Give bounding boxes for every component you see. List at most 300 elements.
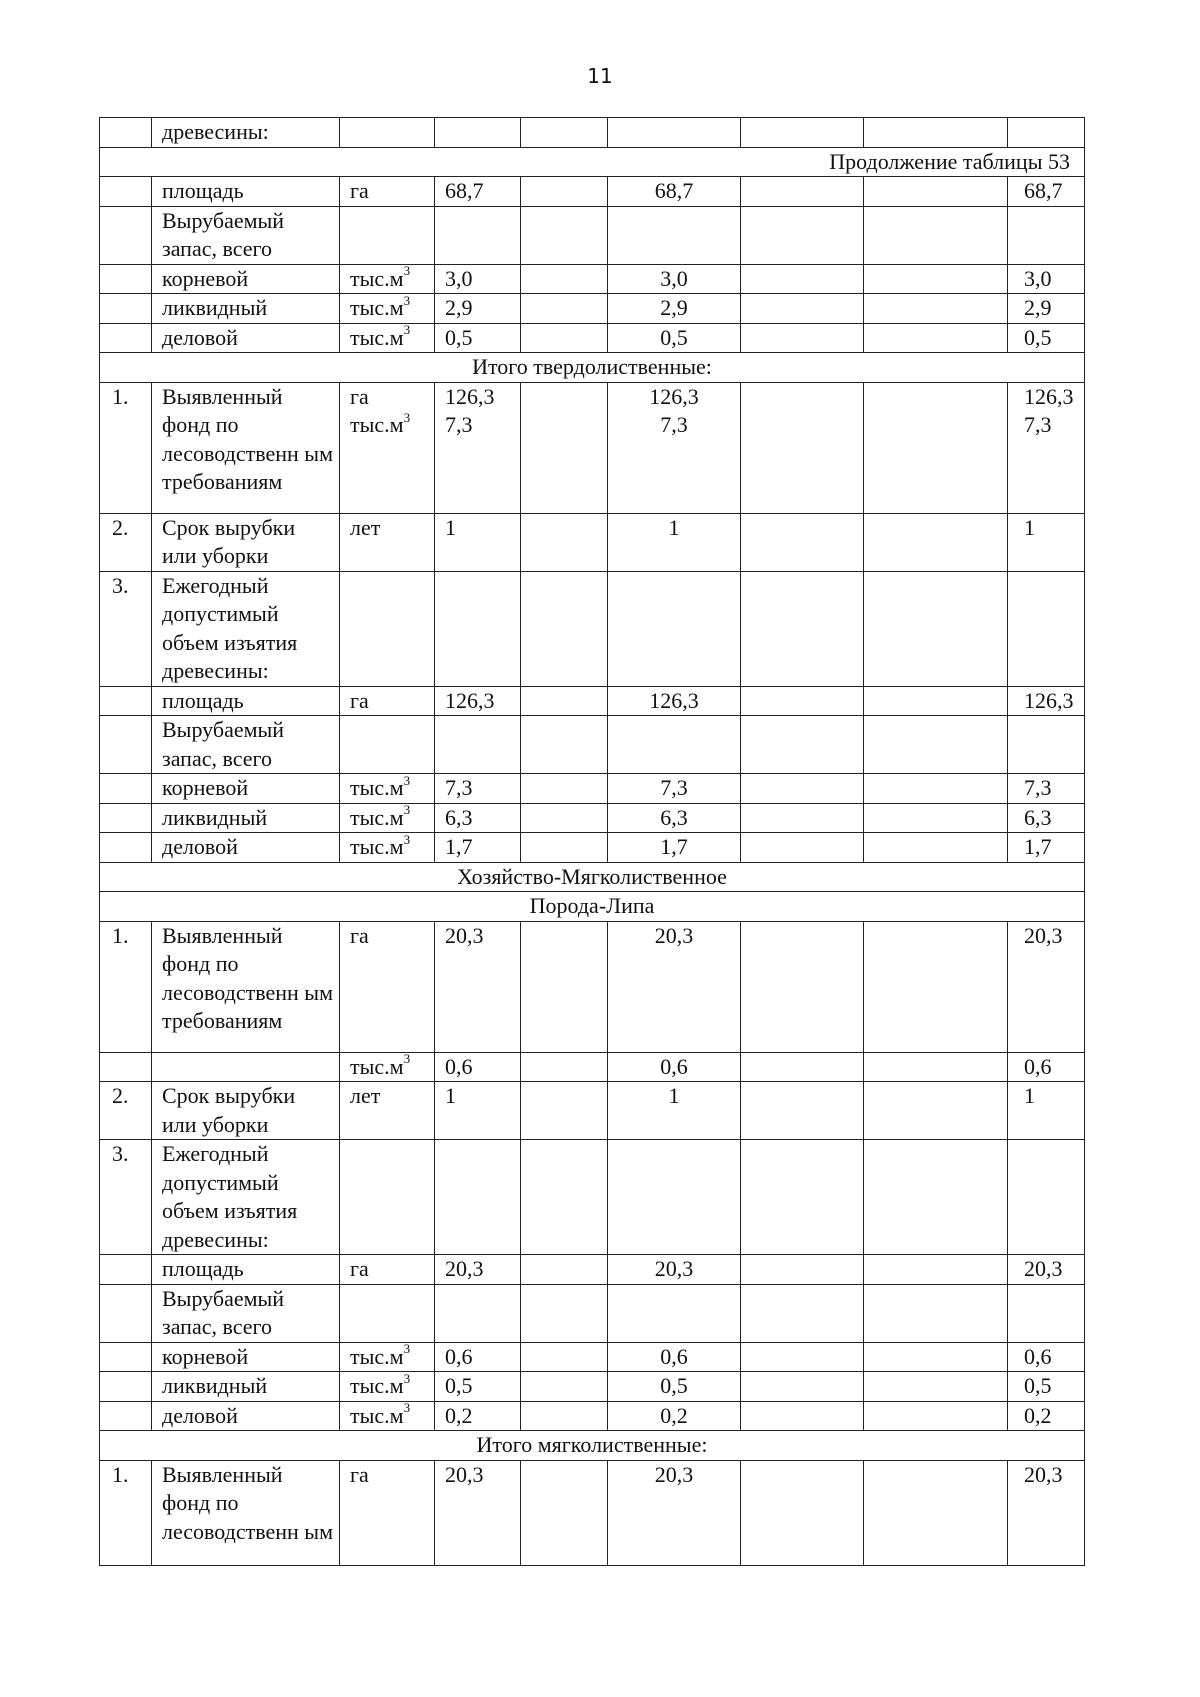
value-cell xyxy=(521,571,608,686)
unit: тыс.м xyxy=(350,1343,404,1369)
value-cell xyxy=(435,513,521,571)
row-number: 3. xyxy=(112,572,129,598)
row-number: 3. xyxy=(112,1141,129,1166)
cell-value: 68,7 xyxy=(654,178,694,203)
table-row xyxy=(100,323,1085,353)
cell-value: 3,0 xyxy=(445,265,473,291)
row-label-cell xyxy=(152,1140,340,1255)
cell-value: 1 xyxy=(445,1083,456,1108)
value-cell xyxy=(1008,177,1085,207)
value-cell xyxy=(521,774,608,804)
value-cell xyxy=(608,1342,741,1372)
unit-exponent: 3 xyxy=(403,264,411,279)
row-label-cell xyxy=(152,294,340,324)
value-cell xyxy=(608,513,741,571)
cell-value: 20,3 xyxy=(654,922,694,948)
unit: га xyxy=(350,383,369,409)
row-label-cell xyxy=(152,921,340,1052)
row-label: корневой xyxy=(162,1343,249,1369)
table-row xyxy=(100,774,1085,804)
value-cell xyxy=(1008,774,1085,804)
table-row xyxy=(100,1284,1085,1342)
cell-value: 0,6 xyxy=(1024,1053,1052,1079)
cell-value: 20,3 xyxy=(1024,1256,1063,1281)
value-cell xyxy=(1008,833,1085,863)
cell-value: 0,2 xyxy=(660,1402,688,1428)
unit-cell xyxy=(340,833,435,863)
row-number-cell xyxy=(100,177,152,207)
value-cell xyxy=(608,1372,741,1402)
cell-value: 0,6 xyxy=(445,1053,473,1079)
value-cell xyxy=(1008,118,1085,148)
cell-value: 7,3 xyxy=(660,775,688,800)
unit-cell xyxy=(340,323,435,353)
value-cell xyxy=(608,1140,741,1255)
value-cell xyxy=(864,716,1008,774)
value-cell xyxy=(741,1460,864,1565)
cell-value: 1 xyxy=(445,514,456,540)
value-cell xyxy=(741,1082,864,1140)
cell-value: 7,3 xyxy=(1024,775,1052,800)
cell-value: 2,9 xyxy=(660,295,688,320)
value-cell xyxy=(521,1460,608,1565)
unit: тыс.м xyxy=(350,834,404,859)
row-label-cell xyxy=(152,206,340,264)
row-label-cell xyxy=(152,1284,340,1342)
unit-exponent: 3 xyxy=(403,1342,411,1357)
cell-value: 1 xyxy=(668,1083,680,1108)
table-row xyxy=(100,264,1085,294)
table-row xyxy=(100,177,1085,207)
value-cell xyxy=(864,513,1008,571)
value-cell xyxy=(521,264,608,294)
table-row xyxy=(100,1052,1085,1082)
value-cell xyxy=(864,323,1008,353)
unit: га xyxy=(350,178,369,203)
cell-value: 20,3 xyxy=(445,922,484,948)
value-cell xyxy=(608,1284,741,1342)
unit-cell xyxy=(340,1401,435,1431)
value-cell xyxy=(608,264,741,294)
table-row xyxy=(100,833,1085,863)
value-cell xyxy=(521,1255,608,1285)
row-label-cell xyxy=(152,833,340,863)
value-cell xyxy=(1008,323,1085,353)
row-label-cell xyxy=(152,118,340,148)
value-cell xyxy=(741,774,864,804)
unit-cell xyxy=(340,1052,435,1082)
cell-value: 0,6 xyxy=(660,1343,688,1369)
value-cell xyxy=(741,1372,864,1402)
row-number-cell xyxy=(100,1372,152,1402)
value-cell xyxy=(608,833,741,863)
value-cell xyxy=(435,118,521,148)
unit: тыс.м xyxy=(350,324,404,350)
value-cell xyxy=(435,686,521,716)
unit-exponent: 3 xyxy=(403,803,411,818)
value-cell xyxy=(521,118,608,148)
value-cell xyxy=(864,382,1008,513)
unit-cell xyxy=(340,1372,435,1402)
cell-value: 0,6 xyxy=(445,1343,473,1369)
unit-cell xyxy=(340,1140,435,1255)
value-cell xyxy=(1008,382,1085,513)
value-cell xyxy=(521,382,608,513)
table-row xyxy=(100,1460,1085,1565)
value-cell xyxy=(741,264,864,294)
table-continuation-label xyxy=(100,147,1085,177)
table-row xyxy=(100,1082,1085,1140)
value-cell xyxy=(521,323,608,353)
row-label-cell xyxy=(152,571,340,686)
value-cell xyxy=(435,1140,521,1255)
section-heading-text: Продолжение таблицы 53 xyxy=(829,148,1070,174)
row-label-cell xyxy=(152,1255,340,1285)
value-cell xyxy=(608,921,741,1052)
row-label-cell xyxy=(152,1052,340,1082)
row-label: площадь xyxy=(162,178,244,203)
unit: тыс.м xyxy=(350,1373,404,1398)
value-cell xyxy=(864,1401,1008,1431)
table-row xyxy=(100,513,1085,571)
value-cell xyxy=(1008,1052,1085,1082)
cell-value: 0,5 xyxy=(660,324,688,350)
value-cell xyxy=(864,1460,1008,1565)
row-label-cell xyxy=(152,774,340,804)
value-cell xyxy=(741,206,864,264)
unit-exponent: 3 xyxy=(403,323,411,338)
value-cell xyxy=(521,686,608,716)
value-cell xyxy=(435,833,521,863)
value-cell xyxy=(608,1255,741,1285)
value-cell xyxy=(864,1140,1008,1255)
row-number: 1. xyxy=(112,1461,129,1487)
cell-value: 126,3 xyxy=(1024,687,1074,713)
value-cell xyxy=(435,571,521,686)
row-number-cell xyxy=(100,1401,152,1431)
table-row xyxy=(100,1431,1085,1461)
row-label: деловой xyxy=(162,1402,238,1428)
table-row xyxy=(100,294,1085,324)
row-number: 2. xyxy=(112,1083,129,1108)
value-cell xyxy=(741,571,864,686)
forest-use-table xyxy=(99,117,1085,1566)
row-label-cell xyxy=(152,264,340,294)
table-row xyxy=(100,1342,1085,1372)
cell-value: 20,3 xyxy=(1024,922,1063,948)
value-cell xyxy=(864,921,1008,1052)
value-cell xyxy=(741,1284,864,1342)
unit-cell xyxy=(340,803,435,833)
unit-cell xyxy=(340,571,435,686)
value-cell xyxy=(435,1342,521,1372)
unit-exponent: 3 xyxy=(403,1371,411,1386)
table-row xyxy=(100,921,1085,1052)
row-label-cell xyxy=(152,177,340,207)
row-label: ликвидный xyxy=(162,295,268,320)
row-label: Ежегодный допустимый объем изъятия древесины: xyxy=(162,572,298,683)
table-row xyxy=(100,716,1085,774)
row-label: корневой xyxy=(162,775,249,800)
table-row xyxy=(100,862,1085,892)
value-cell xyxy=(435,803,521,833)
value-cell xyxy=(521,921,608,1052)
row-number: 2. xyxy=(112,514,129,540)
row-label-cell xyxy=(152,803,340,833)
unit-exponent: 3 xyxy=(403,1401,411,1416)
value-cell xyxy=(1008,1140,1085,1255)
value-cell xyxy=(864,774,1008,804)
cell-value: 126,3 xyxy=(445,383,495,409)
unit-cell xyxy=(340,206,435,264)
value-cell xyxy=(608,1460,741,1565)
value-cell xyxy=(1008,294,1085,324)
value-cell xyxy=(521,1284,608,1342)
value-cell xyxy=(435,294,521,324)
unit: тыс.м xyxy=(350,804,404,830)
cell-value: 1 xyxy=(1024,1083,1035,1108)
section-heading xyxy=(100,862,1085,892)
cell-value: 1,7 xyxy=(660,834,688,859)
value-cell xyxy=(741,1052,864,1082)
value-cell xyxy=(1008,1460,1085,1565)
cell-value: 68,7 xyxy=(1024,178,1063,203)
unit-exponent: 3 xyxy=(403,293,411,308)
value-cell xyxy=(1008,571,1085,686)
unit: га xyxy=(350,922,369,948)
row-label-cell xyxy=(152,1401,340,1431)
value-cell xyxy=(521,1372,608,1402)
cell-value: 1 xyxy=(668,514,680,540)
value-cell xyxy=(521,1082,608,1140)
unit: тыс.м xyxy=(350,295,404,320)
unit: га xyxy=(350,687,369,713)
cell-value: 6,3 xyxy=(445,804,473,830)
value-cell xyxy=(1008,206,1085,264)
cell-value: 0,2 xyxy=(1024,1402,1052,1428)
unit-cell xyxy=(340,264,435,294)
value-cell xyxy=(741,177,864,207)
value-cell xyxy=(435,1372,521,1402)
value-cell xyxy=(1008,264,1085,294)
section-heading xyxy=(100,892,1085,922)
row-number-cell xyxy=(100,264,152,294)
cell-value: 7,3 xyxy=(1024,412,1052,437)
row-number-cell xyxy=(100,1082,152,1140)
value-cell xyxy=(521,294,608,324)
value-cell xyxy=(608,382,741,513)
value-cell xyxy=(741,1140,864,1255)
row-label: деловой xyxy=(162,324,238,350)
value-cell xyxy=(741,1255,864,1285)
value-cell xyxy=(608,323,741,353)
value-cell xyxy=(521,177,608,207)
unit-cell xyxy=(340,1255,435,1285)
value-cell xyxy=(864,264,1008,294)
table-row xyxy=(100,147,1085,177)
value-cell xyxy=(1008,1401,1085,1431)
value-cell xyxy=(608,716,741,774)
table-row xyxy=(100,803,1085,833)
cell-value: 3,0 xyxy=(1024,265,1052,291)
row-label: деловой xyxy=(162,834,238,859)
value-cell xyxy=(521,803,608,833)
table-row xyxy=(100,382,1085,513)
table-row xyxy=(100,118,1085,148)
row-number-cell xyxy=(100,513,152,571)
value-cell xyxy=(608,206,741,264)
value-cell xyxy=(864,686,1008,716)
value-cell xyxy=(1008,716,1085,774)
table-row xyxy=(100,353,1085,383)
cell-value: 0,6 xyxy=(1024,1343,1052,1369)
value-cell xyxy=(608,1082,741,1140)
value-cell xyxy=(741,686,864,716)
row-label: Вырубаемый запас, всего xyxy=(162,207,285,261)
row-number-cell xyxy=(100,1342,152,1372)
cell-value: 1,7 xyxy=(1024,834,1052,859)
value-cell xyxy=(741,1342,864,1372)
section-heading-text: Итого мягколиственные: xyxy=(476,1432,708,1457)
unit-cell xyxy=(340,1342,435,1372)
row-label-cell xyxy=(152,1342,340,1372)
table-row xyxy=(100,1140,1085,1255)
cell-value: 1 xyxy=(1024,514,1035,540)
row-number-cell xyxy=(100,1255,152,1285)
unit-cell xyxy=(340,716,435,774)
row-label: площадь xyxy=(162,687,244,713)
table-row xyxy=(100,1255,1085,1285)
unit-cell xyxy=(340,177,435,207)
table-row xyxy=(100,206,1085,264)
cell-value: 7,3 xyxy=(445,775,473,800)
value-cell xyxy=(741,803,864,833)
cell-value: 2,9 xyxy=(445,295,473,320)
row-label: Выявленный фонд по лесоводственн ым xyxy=(162,1461,334,1544)
unit-exponent: 3 xyxy=(403,832,411,847)
unit-cell xyxy=(340,1460,435,1565)
section-heading-text: Хозяйство-Мягколиственное xyxy=(457,863,727,889)
cell-value: 7,3 xyxy=(660,412,688,437)
cell-value: 0,2 xyxy=(445,1402,473,1428)
value-cell xyxy=(435,264,521,294)
table-body xyxy=(100,118,1085,1566)
value-cell xyxy=(435,206,521,264)
value-cell xyxy=(1008,1342,1085,1372)
unit-cell xyxy=(340,294,435,324)
value-cell xyxy=(864,1082,1008,1140)
row-label-cell xyxy=(152,1372,340,1402)
row-number: 1. xyxy=(112,383,129,409)
table-row xyxy=(100,1401,1085,1431)
row-label-cell xyxy=(152,513,340,571)
cell-value: 0,5 xyxy=(1024,1373,1052,1398)
cell-value: 0,5 xyxy=(445,1373,473,1398)
value-cell xyxy=(521,1401,608,1431)
cell-value: 20,3 xyxy=(654,1461,694,1487)
value-cell xyxy=(435,774,521,804)
cell-value: 0,5 xyxy=(445,324,473,350)
value-cell xyxy=(435,1052,521,1082)
row-label: древесины: xyxy=(162,119,269,144)
row-label-cell xyxy=(152,323,340,353)
section-heading xyxy=(100,1431,1085,1461)
row-label: корневой xyxy=(162,265,249,291)
cell-value: 1,7 xyxy=(445,834,473,859)
value-cell xyxy=(741,323,864,353)
value-cell xyxy=(608,1401,741,1431)
row-label: Срок вырубки или уборки xyxy=(162,1083,296,1137)
unit: тыс.м xyxy=(350,265,404,291)
value-cell xyxy=(435,1460,521,1565)
value-cell xyxy=(521,1052,608,1082)
row-label: Выявленный фонд по лесоводственн ым требованиям xyxy=(162,383,334,494)
value-cell xyxy=(608,571,741,686)
row-number-cell xyxy=(100,571,152,686)
unit-exponent: 3 xyxy=(403,409,411,425)
cell-value: 20,3 xyxy=(445,1461,484,1487)
value-cell xyxy=(608,1052,741,1082)
row-number-cell xyxy=(100,323,152,353)
value-cell xyxy=(1008,686,1085,716)
value-cell xyxy=(1008,1372,1085,1402)
cell-value: 126,3 xyxy=(649,383,699,409)
row-label: Срок вырубки или уборки xyxy=(162,514,296,568)
value-cell xyxy=(608,118,741,148)
value-cell xyxy=(1008,1082,1085,1140)
table-row xyxy=(100,1372,1085,1402)
cell-value: 6,3 xyxy=(660,804,688,830)
value-cell xyxy=(1008,513,1085,571)
cell-value: 20,3 xyxy=(654,1256,694,1281)
value-cell xyxy=(521,206,608,264)
value-cell xyxy=(864,294,1008,324)
row-number-cell xyxy=(100,1284,152,1342)
value-cell xyxy=(1008,1255,1085,1285)
table-row xyxy=(100,571,1085,686)
page-number: 11 xyxy=(587,64,613,88)
unit: лет xyxy=(350,514,381,540)
value-cell xyxy=(521,833,608,863)
value-cell xyxy=(864,1052,1008,1082)
value-cell xyxy=(521,716,608,774)
value-cell xyxy=(741,294,864,324)
table-row xyxy=(100,686,1085,716)
value-cell xyxy=(435,1255,521,1285)
unit-cell xyxy=(340,686,435,716)
value-cell xyxy=(435,1082,521,1140)
unit: лет xyxy=(350,1083,381,1108)
value-cell xyxy=(521,1342,608,1372)
value-cell xyxy=(435,716,521,774)
unit: тыс.м xyxy=(350,1402,404,1428)
row-number-cell xyxy=(100,1460,152,1565)
cell-value: 126,3 xyxy=(445,687,495,713)
row-label: Вырубаемый запас, всего xyxy=(162,1285,285,1339)
row-label: ликвидный xyxy=(162,804,268,830)
value-cell xyxy=(741,716,864,774)
cell-value: 0,6 xyxy=(660,1053,688,1079)
value-cell xyxy=(521,513,608,571)
table-row xyxy=(100,892,1085,922)
row-label: площадь xyxy=(162,1256,244,1281)
value-cell xyxy=(435,177,521,207)
cell-value: 2,9 xyxy=(1024,295,1052,320)
value-cell xyxy=(864,803,1008,833)
cell-value: 0,5 xyxy=(1024,324,1052,350)
unit: тыс.м xyxy=(350,412,404,437)
value-cell xyxy=(864,118,1008,148)
